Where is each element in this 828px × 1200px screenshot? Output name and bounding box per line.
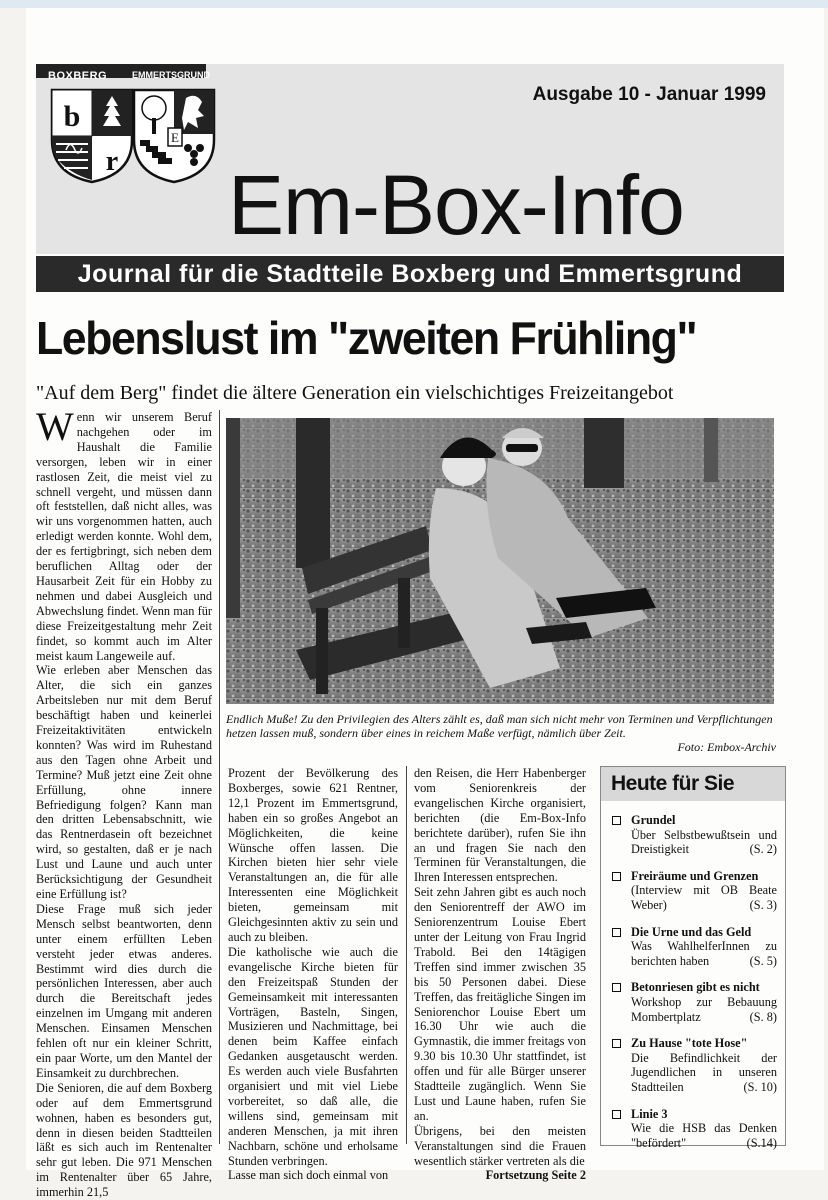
sidebar-item-page: (S.14) xyxy=(746,1135,777,1150)
checkbox-icon xyxy=(612,872,621,881)
dropcap: W xyxy=(36,404,74,449)
publication-subtitle: Journal für die Stadtteile Boxberg und Emmertsgrund xyxy=(36,256,784,292)
article-column-1 xyxy=(36,404,212,1200)
town-emmertsgrund: EMMERTSGRUND xyxy=(132,70,210,80)
sidebar-item[interactable] xyxy=(601,980,785,1024)
sidebar-item-page: (S. 3) xyxy=(749,897,777,912)
sidebar-item[interactable] xyxy=(601,869,785,913)
article-column-3 xyxy=(414,766,586,1183)
sidebar-item-head: Betonriesen gibt es nicht xyxy=(631,980,760,995)
photo-caption: Endlich Muße! Zu den Privilegien des Alters zählt es, daß man sich nicht mehr von Terminen und Verpflichtungen hetzen lassen muß, sondern über eines in reichem Maße verfügt, nämlich über Zeit. xyxy=(226,712,773,740)
sidebar-item[interactable] xyxy=(601,813,785,857)
sidebar-item-page: (S. 5) xyxy=(749,953,777,968)
checkbox-icon xyxy=(612,983,621,992)
sidebar-item-head: Zu Hause "tote Hose" xyxy=(631,1036,748,1051)
checkbox-icon xyxy=(612,928,621,937)
paragraph: Die Senioren, die auf dem Boxberg oder auf dem Emmertsgrund wohnen, haben es besonders gut, denn in diesen beiden Stadtteilen läßt es sich auch im Rentenalter sehr gut leben. Die 971 Menschen im Rentenalter über 65 Jahre, immerhin 21,5 xyxy=(36,1080,212,1200)
sidebar-item[interactable] xyxy=(601,1036,785,1094)
column-rule xyxy=(406,766,407,1144)
checkbox-icon xyxy=(612,1039,621,1048)
sidebar-title: Heute für Sie xyxy=(601,767,785,801)
article-subheadline: "Auf dem Berg" findet die ältere Generation ein vielschichtiges Freizeitangebot xyxy=(36,382,674,404)
emmertsgrund-crest-icon xyxy=(132,88,216,184)
issue-number: Ausgabe 10 - Januar 1999 xyxy=(532,84,766,105)
sidebar-item-text: Workshop zur Bebauung Mombertplatz xyxy=(631,994,777,1024)
photo-credit: Foto: Embox-Archiv xyxy=(677,740,776,754)
article-column-2 xyxy=(228,766,398,1183)
sidebar-item-page: (S. 2) xyxy=(749,842,777,857)
sidebar-item-text: (Interview mit OB Beate Weber) xyxy=(631,883,777,912)
sidebar-item-head: Die Urne und das Geld xyxy=(631,924,752,939)
paragraph: enn wir unserem Beruf nachgehen oder im Haushalt die Familie versorgen, leben wir in einer rastlosen Zeit, die meist viel zu schnell vergeht, und müssen dann oft feststellen, daß nicht alles, was wir uns vorgenommen hatten, auch erledigt werden konnte. Wohl dem, der es fertigbringt, sich neben dem beruflichen Alltag oder der Hausarbeit Zeit für ein Hobby zu nehmen und dabei Ausgleich und Abwechslung findet. Wenn man für diese Freizeitgestaltung mehr Zeit findet, so kommt auch im Alter meist kaum Langeweile auf. xyxy=(36,410,212,663)
paragraph: Übrigens, bei den meisten Veranstaltungen sind die Frauen wesentlich stärker vertreten als die xyxy=(414,1123,586,1168)
contents-sidebar xyxy=(600,766,786,1150)
sidebar-item-head: Freiräume und Grenzen xyxy=(631,868,759,883)
masthead xyxy=(36,64,784,298)
crest-letter-e: E xyxy=(171,130,179,145)
paragraph: Prozent der Bevölkerung des Boxberges, sowie 621 Rentner, 12,1 Prozent im Emmertsgrund, haben ein so großes Angebot an Möglichkeiten, die keine Wünsche offen lassen. Die Kirchen bieten hier sehr viele Veranstaltungen an, die für alle Interessenten eine Möglichkeit bieten, gemeinsam mit Gleichgesinnten aktiv zu sein und auch zu bleiben. xyxy=(228,766,398,944)
continued-link[interactable]: Fortsetzung Seite 2 xyxy=(485,1168,586,1183)
article-headline: Lebenslust im "zweiten Frühling" xyxy=(36,312,697,364)
boxberg-crest-icon xyxy=(50,88,134,184)
sidebar-item[interactable] xyxy=(601,925,785,969)
sidebar-item-text: Wie die HSB das Denken "befördert" xyxy=(631,1121,777,1150)
checkbox-icon xyxy=(612,816,621,825)
crest-letter-r: r xyxy=(105,146,119,177)
sidebar-item-page: (S. 8) xyxy=(749,1009,777,1024)
column-rule xyxy=(219,410,220,1144)
paragraph: Lasse man sich doch einmal von xyxy=(228,1168,389,1183)
publication-title: Em-Box-Info xyxy=(228,158,684,252)
sidebar-item-text: Was WahlhelferInnen zu berichten haben xyxy=(631,939,777,968)
sidebar-item[interactable] xyxy=(601,1107,785,1151)
checkbox-icon xyxy=(612,1110,621,1119)
paragraph: Wie erleben aber Menschen das Alter, die sich ein ganzes Arbeitsleben nur mit dem Beruf beschäftigt haben und keinerlei Freizeitaktivitäten entwickeln konnten? Was wird im Ruhestand aus den Tagen ohne Arbeit und Termine? Muß jetzt eine Zeit ohne Erfüllung, ohne innere Befriedigung folgen? Kann man den dritten Lebensabschnitt, wie das Rentnerdasein oft bezeichnet wird, so gestalten, daß er je nach Lust und Laune und auch unter Berücksichtigung der Gesundheit eine Erfüllung ist? xyxy=(36,663,212,901)
crest-letter-b: b xyxy=(63,100,81,133)
seniors-on-bench-photo xyxy=(226,418,774,704)
paragraph: den Reisen, die Herr Habenberger vom Seniorenkreis der evangelischen Kirche organisiert, berichten (die Em-Box-Info berichtete darüber), rufen Sie ihn an und fragen Sie nach den Terminen für Veranstaltungen, die Ihren Interessen entsprechen. xyxy=(414,766,586,885)
sidebar-item-head: Grundel xyxy=(631,813,676,827)
sidebar-item-text: Die Befindlichkeit der Jugendlichen in unseren Stadtteilen xyxy=(631,1050,777,1094)
sidebar-item-text: Über Selbstbewußtsein und Dreistigkeit xyxy=(631,827,777,857)
sidebar-item-page: (S. 10) xyxy=(743,1079,777,1094)
paragraph: Seit zehn Jahren gibt es auch noch den Seniorentreff der AWO im Seniorenzentrum Louise Ebert unter der Leitung von Frau Ingrid Trabold. Bei den 14tägigen Treffen sind immer zwischen 35 bis 50 Personen dabei. Diese Treffen, das freitägliche Singen im Seniorenchor Louise Ebert um 16.30 Uhr wie auch die Gymnastik, die immer freitags von 9.30 bis 10.30 Uhr stattfindet, ist offen und für alle Bürger unserer Stadtteile zugänglich. Wenn Sie Lust und Laune haben, rufen Sie an. xyxy=(414,885,586,1123)
paragraph: Diese Frage muß sich jeder Mensch selbst beantworten, denn unter einem erfüllten Leben versteht jeder etwas anderes. Bestimmt wird dies durch die persönlichen Interessen, aber auch durch die Bereitschaft jedes einzelnen im Umgang mit anderen Menschen. Einsamen Menschen fehlen oft nur ein kleiner Schritt, ein paar Worte, um den Mantel der Einsamkeit zu durchbrechen. xyxy=(36,901,212,1080)
scan-edge xyxy=(0,0,828,8)
town-boxberg: BOXBERG xyxy=(48,70,108,82)
sidebar-item-head: Linie 3 xyxy=(631,1106,668,1121)
paragraph: Die katholische wie auch die evangelische Kirche bieten für den Freizeitspaß Stunden der Gemeinsamkeit mit interessanten Vorträgen, Basteln, Singen, Musizieren und Nachmittage, bei denen beim Kaffee einfach Gedanken ausgetauscht werden. Es werden auch viele Busfahrten organisiert und mit viel Liebe vorbereitet, so daß alle, die willens sind, gemeinsam mit anderen Menschen, ja mit ihren Nachbarn, schöne und erholsame Stunden verbringen. xyxy=(228,944,398,1168)
